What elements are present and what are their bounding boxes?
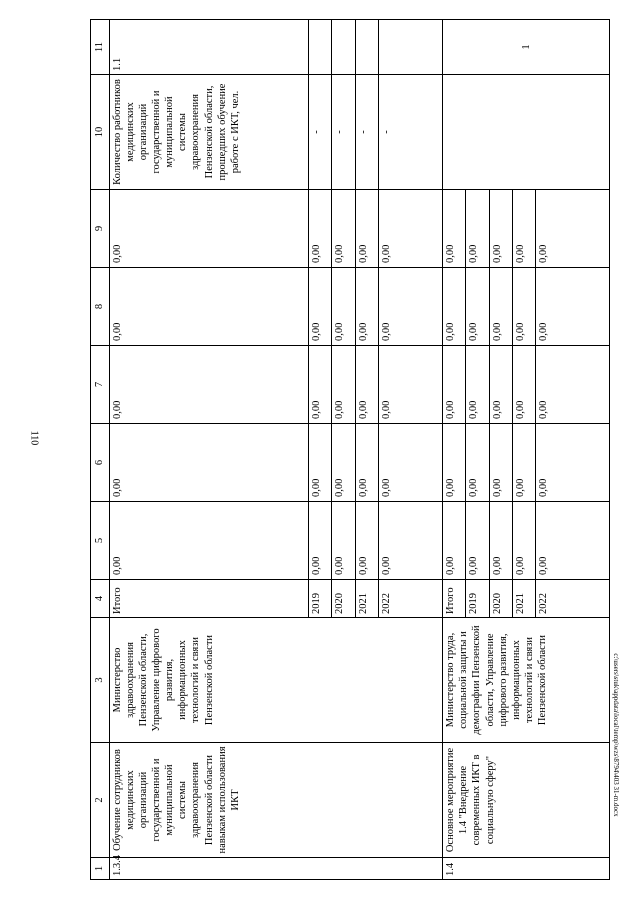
value-cell: 0,00 (309, 346, 332, 424)
value-cell: 0,00 (536, 346, 610, 424)
value-cell: 0,00 (109, 502, 308, 580)
indicator-value: - (379, 75, 443, 190)
year-cell: 2019 (466, 580, 489, 618)
value-cell: 0,00 (332, 346, 355, 424)
table-row (443, 20, 466, 880)
year-cell: 2019 (309, 580, 332, 618)
year-cell: 2020 (489, 580, 512, 618)
header-cell: 7 (91, 346, 110, 424)
value-cell: 0,00 (109, 190, 308, 268)
year-cell: 2021 (355, 580, 378, 618)
indicator-value: - (332, 75, 355, 190)
value-cell: 0,00 (536, 424, 610, 502)
value-cell: 0,00 (489, 502, 512, 580)
program-table (90, 19, 610, 880)
value-cell: 0,00 (309, 190, 332, 268)
value-cell: 0,00 (513, 190, 536, 268)
value-cell: 0,00 (443, 424, 466, 502)
measure-name: Обучение сотрудников медицинских организаций государственной и муниципальной системы здравоохранения Пензенской области навыкам использования ИКТ (109, 743, 443, 858)
value-cell: 0,00 (466, 190, 489, 268)
indicator-value: - (355, 75, 378, 190)
year-cell: 2021 (513, 580, 536, 618)
value-cell: 0,00 (513, 502, 536, 580)
row-number: 1.4 (443, 858, 610, 880)
rotated-table-container (90, 20, 610, 880)
value-cell: 0,00 (379, 268, 443, 346)
value-cell: 0,00 (443, 502, 466, 580)
value-cell: 0,00 (109, 268, 308, 346)
value-cell: 0,00 (379, 190, 443, 268)
indicator-name: Количество работников медицинских организаций государственной и муниципальной системы здравоохранения Пензенской области, прошедших обучение работе с ИКТ, чел. (109, 75, 308, 190)
indicator-value: 1 (443, 20, 610, 75)
value-cell: 0,00 (443, 346, 466, 424)
header-cell: 4 (91, 580, 110, 618)
header-cell: 11 (91, 20, 110, 75)
empty-cell (332, 20, 355, 75)
value-cell: 0,00 (332, 190, 355, 268)
value-cell: 0,00 (109, 424, 308, 502)
value-cell: 0,00 (379, 346, 443, 424)
empty-cell (379, 20, 443, 75)
value-cell: 0,00 (489, 268, 512, 346)
value-cell: 0,00 (309, 268, 332, 346)
value-cell: 0,00 (379, 424, 443, 502)
value-cell: 0,00 (489, 424, 512, 502)
header-row (91, 20, 110, 880)
value-cell: 0,00 (513, 424, 536, 502)
value-cell: 0,00 (513, 346, 536, 424)
file-path-footer: c:\users\stuk\appdata\local\temp\wzs\8794\403 31-m.docx (612, 653, 620, 817)
value-cell: 0,00 (379, 502, 443, 580)
value-cell: 0,00 (309, 502, 332, 580)
value-cell: 0,00 (332, 424, 355, 502)
value-cell: 0,00 (466, 346, 489, 424)
row-number: 1.3.4 (109, 858, 443, 880)
header-cell: 8 (91, 268, 110, 346)
year-cell: 2020 (332, 580, 355, 618)
value-cell: 0,00 (109, 346, 308, 424)
value-cell: 0,00 (443, 190, 466, 268)
header-cell: 5 (91, 502, 110, 580)
value-cell: 0,00 (309, 424, 332, 502)
indicator-value: 1.1 (109, 20, 308, 75)
value-cell: 0,00 (466, 424, 489, 502)
header-cell: 3 (91, 618, 110, 743)
executor: Министерство здравоохранения Пензенской области, Управление цифрового развития, информационных технологий и связи Пензенской области (109, 618, 443, 743)
value-cell: 0,00 (355, 268, 378, 346)
header-cell: 6 (91, 424, 110, 502)
value-cell: 0,00 (466, 268, 489, 346)
indicator-name (443, 75, 610, 190)
header-cell: 9 (91, 190, 110, 268)
page-number: 110 (28, 430, 40, 446)
value-cell: 0,00 (489, 190, 512, 268)
executor: Министерство труда, социальной защиты и демографии Пензенской области, Управление цифрового развития, информационных технологий и связи Пензенской области (443, 618, 610, 743)
value-cell: 0,00 (513, 268, 536, 346)
year-cell: Итого (109, 580, 308, 618)
indicator-value: - (309, 75, 332, 190)
value-cell: 0,00 (536, 190, 610, 268)
value-cell: 0,00 (489, 346, 512, 424)
year-cell: 2022 (379, 580, 443, 618)
header-cell: 2 (91, 743, 110, 858)
empty-cell (355, 20, 378, 75)
value-cell: 0,00 (536, 268, 610, 346)
value-cell: 0,00 (355, 190, 378, 268)
table-row (109, 20, 308, 880)
empty-cell (309, 20, 332, 75)
value-cell: 0,00 (355, 346, 378, 424)
value-cell: 0,00 (466, 502, 489, 580)
value-cell: 0,00 (536, 502, 610, 580)
header-cell: 1 (91, 858, 110, 880)
value-cell: 0,00 (332, 268, 355, 346)
year-cell: Итого (443, 580, 466, 618)
value-cell: 0,00 (443, 268, 466, 346)
header-cell: 10 (91, 75, 110, 190)
value-cell: 0,00 (332, 502, 355, 580)
year-cell: 2022 (536, 580, 610, 618)
measure-name: Основное мероприятие 1.4 "Внедрение современных ИКТ в социальную сферу" (443, 743, 610, 858)
value-cell: 0,00 (355, 424, 378, 502)
value-cell: 0,00 (355, 502, 378, 580)
